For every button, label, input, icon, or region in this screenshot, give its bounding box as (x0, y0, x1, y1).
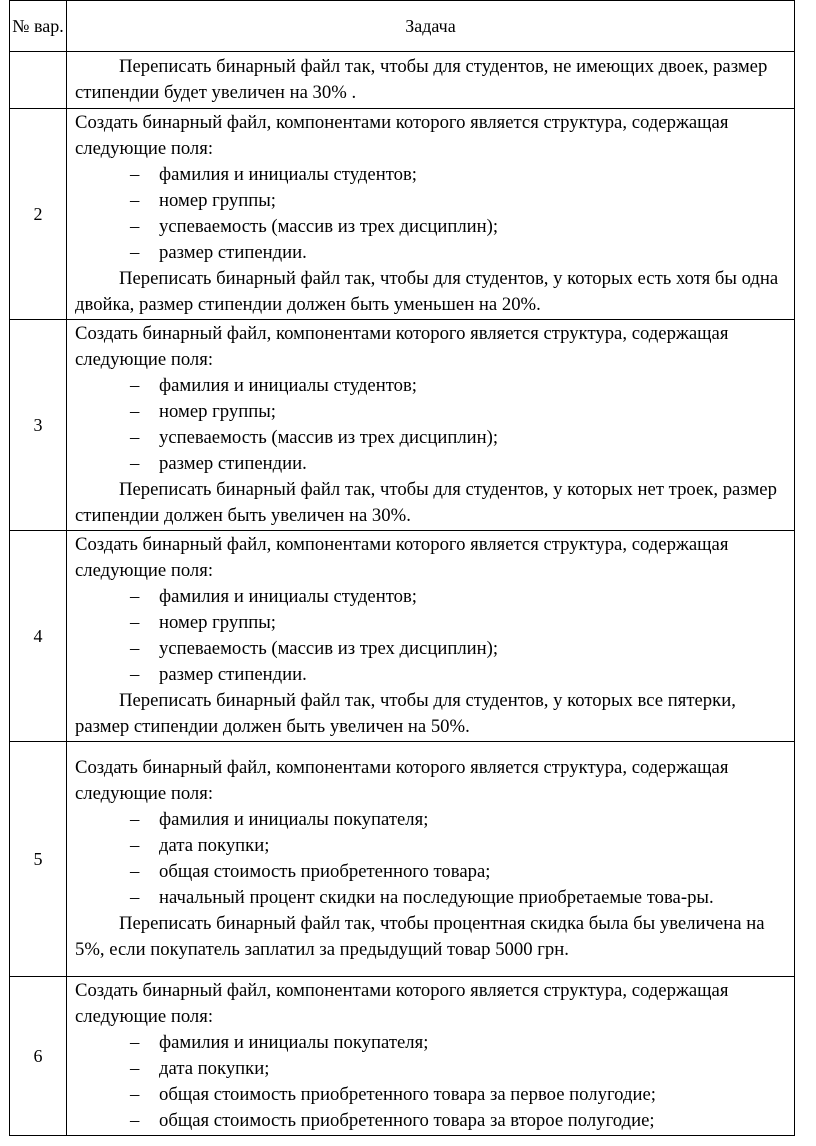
list-item (75, 162, 788, 188)
list-item (75, 859, 788, 885)
dash-bullet-icon: – (130, 861, 140, 882)
variant-number: 3 (10, 320, 67, 531)
list-item (75, 373, 788, 399)
table-header-row (10, 1, 795, 52)
list-item (75, 399, 788, 425)
dash-bullet-icon: – (130, 887, 140, 908)
task-statement: Переписать бинарный файл так, чтобы процентная скидка была бы увеличена на 5%, если покупатель заплатил за предыдущий товар 5000 грн. (75, 913, 765, 960)
list-item (75, 885, 788, 911)
table-row (10, 742, 795, 977)
field-list (75, 584, 788, 688)
table-row (10, 52, 795, 109)
dash-bullet-icon: – (130, 1084, 140, 1105)
task-description (67, 109, 795, 320)
dash-bullet-icon: – (130, 1058, 140, 1079)
variant-number: 6 (10, 977, 67, 1136)
variant-number: 2 (10, 109, 67, 320)
dash-bullet-icon: – (130, 190, 140, 211)
task-description (67, 52, 795, 109)
table-row (10, 109, 795, 320)
task-intro: Создать бинарный файл, компонентами которого является структура, содержащая следующие поля: (75, 757, 729, 804)
field-label: общая стоимость приобретенного товара за первое полугодие; (159, 1084, 656, 1105)
task-intro: Создать бинарный файл, компонентами которого является структура, содержащая следующие поля: (75, 980, 729, 1027)
field-list (75, 373, 788, 477)
variants-table (9, 0, 795, 1136)
task-description (67, 742, 795, 977)
field-label: фамилия и инициалы покупателя; (159, 1032, 429, 1053)
field-label: фамилия и инициалы покупателя; (159, 809, 429, 830)
dash-bullet-icon: – (130, 242, 140, 263)
table-row (10, 531, 795, 742)
field-label: фамилия и инициалы студентов; (159, 375, 417, 396)
dash-bullet-icon: – (130, 638, 140, 659)
dash-bullet-icon: – (130, 835, 140, 856)
dash-bullet-icon: – (130, 612, 140, 633)
field-label: успеваемость (массив из трех дисциплин); (159, 638, 499, 659)
field-label: номер группы; (159, 612, 276, 633)
task-statement: Переписать бинарный файл так, чтобы для студентов, у которых есть хотя бы одна двойка, размер стипендии должен быть уменьшен на 20%. (75, 268, 779, 315)
task-description (67, 531, 795, 742)
dash-bullet-icon: – (130, 427, 140, 448)
header-variant-number: № вар. (10, 1, 67, 52)
task-statement: Переписать бинарный файл так, чтобы для студентов, у которых нет троек, размер стипендии должен быть увеличен на 30%. (75, 479, 777, 526)
dash-bullet-icon: – (130, 375, 140, 396)
field-list (75, 162, 788, 266)
list-item (75, 807, 788, 833)
dash-bullet-icon: – (130, 664, 140, 685)
list-item (75, 833, 788, 859)
field-label: фамилия и инициалы студентов; (159, 164, 417, 185)
field-label: начальный процент скидки на последующие приобретаемые това-ры. (159, 887, 714, 908)
task-statement: Переписать бинарный файл так, чтобы для студентов, не имеющих двоек, размер стипендии будет увеличен на 30% . (75, 56, 768, 103)
variant-number: 5 (10, 742, 67, 977)
dash-bullet-icon: – (130, 453, 140, 474)
task-intro: Создать бинарный файл, компонентами которого является структура, содержащая следующие поля: (75, 534, 729, 581)
field-list (75, 1030, 788, 1134)
variant-number (10, 52, 67, 109)
dash-bullet-icon: – (130, 809, 140, 830)
field-label: успеваемость (массив из трех дисциплин); (159, 427, 499, 448)
field-label: общая стоимость приобретенного товара; (159, 861, 491, 882)
field-label: дата покупки; (159, 835, 270, 856)
task-statement: Переписать бинарный файл так, чтобы для студентов, у которых все пятерки, размер стипендии должен быть увеличен на 50%. (75, 690, 736, 737)
list-item (75, 584, 788, 610)
dash-bullet-icon: – (130, 586, 140, 607)
task-intro: Создать бинарный файл, компонентами которого является структура, содержащая следующие поля: (75, 112, 729, 159)
list-item (75, 214, 788, 240)
table-row (10, 977, 795, 1136)
list-item (75, 610, 788, 636)
task-description (67, 320, 795, 531)
list-item (75, 1082, 788, 1108)
field-label: размер стипендии. (159, 453, 307, 474)
field-label: фамилия и инициалы студентов; (159, 586, 417, 607)
task-intro: Создать бинарный файл, компонентами которого является структура, содержащая следующие поля: (75, 323, 729, 370)
field-label: дата покупки; (159, 1058, 270, 1079)
list-item (75, 188, 788, 214)
field-label: номер группы; (159, 190, 276, 211)
field-label: размер стипендии. (159, 242, 307, 263)
header-task: Задача (67, 1, 795, 52)
dash-bullet-icon: – (130, 216, 140, 237)
table-row (10, 320, 795, 531)
variant-number: 4 (10, 531, 67, 742)
list-item (75, 451, 788, 477)
list-item (75, 662, 788, 688)
list-item (75, 1108, 788, 1134)
list-item (75, 636, 788, 662)
field-list (75, 807, 788, 911)
task-description (67, 977, 795, 1136)
list-item (75, 1030, 788, 1056)
dash-bullet-icon: – (130, 164, 140, 185)
field-label: общая стоимость приобретенного товара за второе полугодие; (159, 1110, 655, 1131)
field-label: номер группы; (159, 401, 276, 422)
list-item (75, 240, 788, 266)
list-item (75, 1056, 788, 1082)
field-label: успеваемость (массив из трех дисциплин); (159, 216, 499, 237)
list-item (75, 425, 788, 451)
field-label: размер стипендии. (159, 664, 307, 685)
dash-bullet-icon: – (130, 1032, 140, 1053)
dash-bullet-icon: – (130, 1110, 140, 1131)
dash-bullet-icon: – (130, 401, 140, 422)
